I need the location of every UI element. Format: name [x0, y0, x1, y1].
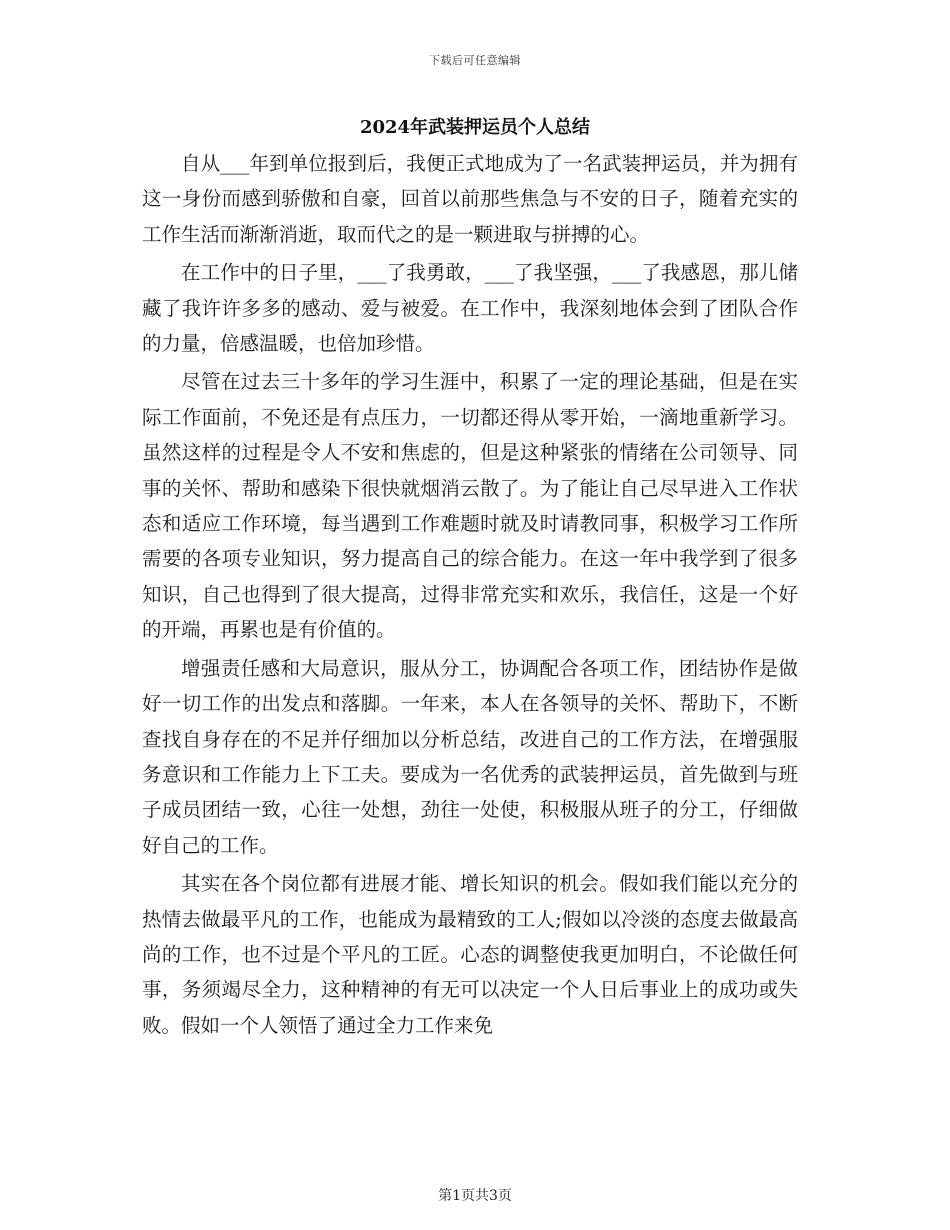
body-paragraph: 自从___年到单位报到后，我便正式地成为了一名武装押运员，并为拥有这一身份而感到骄傲和自豪，回首以前那些焦急与不安的日子，随着充实的工作生活而渐渐消逝，取而代之的是一颗进取与拼搏的心。 — [142, 152, 798, 246]
body-paragraph: 增强责任感和大局意识，服从分工，协调配合各项工作，团结协作是做好一切工作的出发点和落脚。一年来，本人在各领导的关怀、帮助下，不断查找自身存在的不足并仔细加以分析总结，改进自己的工作方法，在增强服务意识和工作能力上下工夫。要成为一名优秀的武装押运员，首先做到与班子成员团结一致，心往一处想，劲往一处使，积极服从班子的分工，仔细做好自己的工作。 — [142, 656, 798, 857]
page-header-note: 下载后可任意编辑 — [429, 54, 521, 67]
document-title: 2024年武装押运员个人总结 — [359, 117, 591, 138]
body-paragraph: 其实在各个岗位都有进展才能、增长知识的机会。假如我们能以充分的热情去做最平凡的工作，也能成为最精致的工人;假如以冷淡的态度去做最高尚的工作，也不过是个平凡的工匠。心态的调整使我更加明白，不论做任何事，务须竭尽全力，这种精神的有无可以决定一个人日后事业上的成功或失败。假如一个人领悟了通过全力工作来免 — [142, 872, 798, 1037]
body-paragraph: 尽管在过去三十多年的学习生涯中，积累了一定的理论基础，但是在实际工作面前，不免还是有点压力，一切都还得从零开始，一滴地重新学习。虽然这样的过程是令人不安和焦虑的，但是这种紧张的情绪在公司领导、同事的关怀、帮助和感染下很快就烟消云散了。为了能让自己尽早进入工作状态和适应工作环境，每当遇到工作难题时就及时请教同事，积极学习工作所需要的各项专业知识，努力提高自己的综合能力。在这一年中我学到了很多知识，自己也得到了很大提高，过得非常充实和欢乐，我信任，这是一个好的开端，再累也是有价值的。 — [142, 370, 798, 642]
body-paragraph: 在工作中的日子里，___了我勇敢，___了我坚强，___了我感恩，那儿储藏了我许许多多的感动、爱与被爱。在工作中，我深刻地体会到了团队合作的力量，倍感温暖，也倍加珍惜。 — [142, 261, 798, 356]
document-body — [142, 146, 798, 1043]
page-footer-indicator: 第1页共3页 — [438, 1188, 512, 1204]
